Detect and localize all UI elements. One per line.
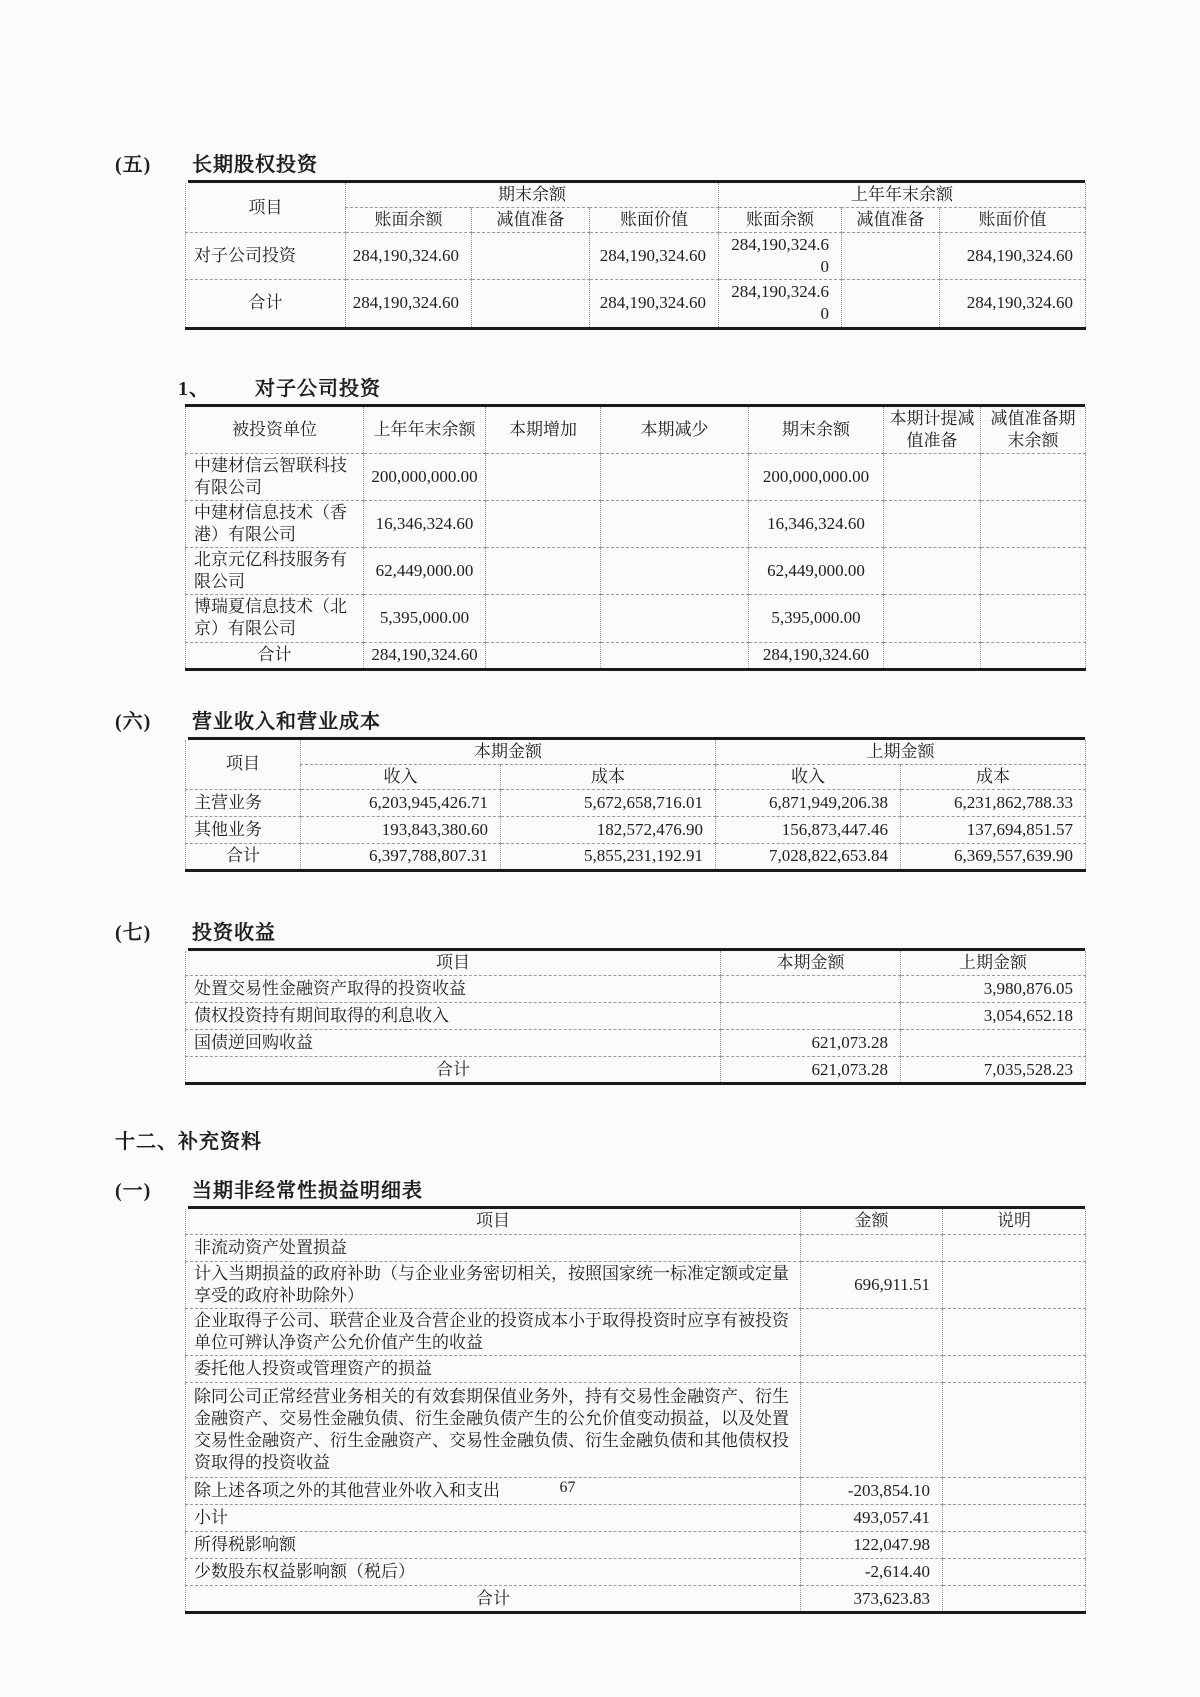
section-long-term-equity xyxy=(115,148,1085,330)
row-label: 除同公司正常经营业务相关的有效套期保值业务外，持有交易性金融资产、衍生金融资产、交易性金融负债、衍生金融负债产生的公允价值变动损益，以及处置交易性金融资产、衍生金融资产、交易性金融负债、衍生金融负债和其他债权投资取得的投资收益 xyxy=(186,1383,801,1478)
cell-value xyxy=(721,976,901,1003)
row-label: 主营业务 xyxy=(186,789,301,816)
table-row xyxy=(186,1532,1086,1559)
long-term-equity-table xyxy=(185,183,1086,330)
col-header: 成本 xyxy=(901,764,1086,789)
cell-value xyxy=(981,595,1086,642)
section-heading xyxy=(115,705,1085,734)
cell-value: 182,572,476.90 xyxy=(501,816,716,843)
cell-value: 200,000,000.00 xyxy=(364,453,486,500)
col-group-prior-year-balance: 上年年末余额 xyxy=(719,183,1086,208)
col-header: 减值准备 xyxy=(472,208,590,233)
row-label: 除上述各项之外的其他营业外收入和支出 xyxy=(186,1478,801,1505)
col-group-prior-period: 上期金额 xyxy=(716,740,1086,765)
col-header: 账面余额 xyxy=(346,208,472,233)
cell-value: 7,028,822,653.84 xyxy=(716,843,901,870)
cell-value xyxy=(981,453,1086,500)
section-number: 1、 xyxy=(178,377,210,400)
cell-value xyxy=(943,1261,1086,1308)
section-supplementary-info xyxy=(115,1125,1085,1154)
row-label: 债权投资持有期间取得的利息收入 xyxy=(186,1003,721,1030)
col-header: 收入 xyxy=(716,764,901,789)
cell-value xyxy=(943,1383,1086,1478)
cell-value: 284,190,324.60 xyxy=(346,233,472,280)
cell-value: 5,855,231,192.91 xyxy=(501,843,716,870)
cell-value xyxy=(486,500,601,547)
col-group-current-period: 本期金额 xyxy=(301,740,716,765)
cell-value xyxy=(801,1234,943,1261)
cell-value: 3,054,652.18 xyxy=(901,1003,1086,1030)
cell-value: 5,395,000.00 xyxy=(749,595,884,642)
cell-value xyxy=(884,595,981,642)
row-label: 小计 xyxy=(186,1505,801,1532)
cell-value: 284,190,324.60 xyxy=(590,233,719,280)
section-subsidiary-investment xyxy=(115,372,1085,671)
cell-value: 284,190,324.60 xyxy=(940,280,1086,328)
cell-value: 284,190,324.60 xyxy=(749,642,884,669)
col-header: 成本 xyxy=(501,764,716,789)
cell-value: 493,057.41 xyxy=(801,1505,943,1532)
cell-value: 284,190,324.60 xyxy=(364,642,486,669)
cell-value xyxy=(601,642,749,669)
row-label: 合计 xyxy=(186,1057,721,1084)
col-header: 本期减少 xyxy=(601,407,749,454)
col-header: 减值准备期末余额 xyxy=(981,407,1086,454)
cell-value: 7,035,528.23 xyxy=(901,1057,1086,1084)
col-header: 上期金额 xyxy=(901,951,1086,976)
cell-value xyxy=(801,1308,943,1355)
section-number: (六) xyxy=(115,710,152,733)
cell-value: 16,346,324.60 xyxy=(364,500,486,547)
cell-value xyxy=(486,453,601,500)
row-label: 其他业务 xyxy=(186,816,301,843)
table-row xyxy=(186,1356,1086,1383)
cell-value xyxy=(472,280,590,328)
cell-value: 6,397,788,807.31 xyxy=(301,843,501,870)
row-label: 中建材信云智联科技有限公司 xyxy=(186,453,364,500)
col-header: 本期计提减值准备 xyxy=(884,407,981,454)
section-investment-income xyxy=(115,916,1085,1086)
table-row xyxy=(186,1261,1086,1308)
cell-value xyxy=(601,500,749,547)
col-header-investee: 被投资单位 xyxy=(186,407,364,454)
section-non-recurring-items xyxy=(115,1174,1085,1614)
section-heading xyxy=(115,1174,1085,1203)
cell-value: 16,346,324.60 xyxy=(749,500,884,547)
row-label: 计入当期损益的政府补助（与企业业务密切相关，按照国家统一标准定额或定量享受的政府补助除外） xyxy=(186,1261,801,1308)
cell-value: 6,203,945,426.71 xyxy=(301,789,501,816)
row-label: 国债逆回购收益 xyxy=(186,1030,721,1057)
table-row xyxy=(186,1505,1086,1532)
row-label: 合计 xyxy=(186,642,364,669)
cell-value: 284,190,324.60 xyxy=(590,280,719,328)
section-heading xyxy=(178,372,1085,401)
table-row xyxy=(186,1559,1086,1586)
non-recurring-items-table xyxy=(185,1209,1086,1614)
subsidiary-investment-table xyxy=(185,407,1086,671)
cell-value xyxy=(943,1559,1086,1586)
col-header: 收入 xyxy=(301,764,501,789)
cell-value xyxy=(601,548,749,595)
cell-value: 621,073.28 xyxy=(721,1057,901,1084)
table-row xyxy=(186,1308,1086,1355)
cell-value xyxy=(884,642,981,669)
row-label: 中建材信息技术（香港）有限公司 xyxy=(186,500,364,547)
cell-value: -203,854.10 xyxy=(801,1478,943,1505)
cell-value xyxy=(943,1532,1086,1559)
row-label: 企业取得子公司、联营企业及合营企业的投资成本小于取得投资时应享有被投资单位可辨认净资产公允价值产生的收益 xyxy=(186,1308,801,1355)
section-number: (一) xyxy=(115,1180,152,1203)
col-header-item: 项目 xyxy=(186,183,346,233)
section-title: 补充资料 xyxy=(178,1131,262,1154)
col-header: 减值准备 xyxy=(842,208,940,233)
cell-value: 156,873,447.46 xyxy=(716,816,901,843)
cell-value: 193,843,380.60 xyxy=(301,816,501,843)
cell-value xyxy=(601,453,749,500)
page-number: 67 xyxy=(559,1479,576,1496)
cell-value: 284,190,324.60 xyxy=(719,233,842,280)
cell-value xyxy=(884,548,981,595)
section-heading xyxy=(115,1125,1085,1154)
col-header-item: 项目 xyxy=(186,1209,801,1234)
cell-value: 284,190,324.60 xyxy=(940,233,1086,280)
cell-value: 284,190,324.60 xyxy=(346,280,472,328)
cell-value xyxy=(472,233,590,280)
row-label: 合计 xyxy=(186,843,301,870)
col-header-item: 项目 xyxy=(186,951,721,976)
section-number: (七) xyxy=(115,921,152,944)
table-row xyxy=(186,976,1086,1003)
table-total-row xyxy=(186,843,1086,870)
table-row xyxy=(186,1383,1086,1478)
col-header: 本期增加 xyxy=(486,407,601,454)
cell-value xyxy=(943,1356,1086,1383)
cell-value: 696,911.51 xyxy=(801,1261,943,1308)
section-title: 对子公司投资 xyxy=(255,377,381,400)
row-label: 少数股东权益影响额（税后） xyxy=(186,1559,801,1586)
revenue-cost-table xyxy=(185,740,1086,872)
row-label: 博瑞夏信息技术（北京）有限公司 xyxy=(186,595,364,642)
row-label: 合计 xyxy=(186,280,346,328)
row-label: 对子公司投资 xyxy=(186,233,346,280)
cell-value: 3,980,876.05 xyxy=(901,976,1086,1003)
cell-value xyxy=(901,1030,1086,1057)
table-total-row xyxy=(186,642,1086,669)
section-title: 投资收益 xyxy=(192,921,276,944)
col-header: 说明 xyxy=(943,1209,1086,1234)
cell-value xyxy=(721,1003,901,1030)
row-label: 非流动资产处置损益 xyxy=(186,1234,801,1261)
section-title: 营业收入和营业成本 xyxy=(192,710,381,733)
cell-value xyxy=(943,1234,1086,1261)
col-header: 账面价值 xyxy=(940,208,1086,233)
cell-value: 373,623.83 xyxy=(801,1586,943,1613)
table-row xyxy=(186,548,1086,595)
table-total-row xyxy=(186,1586,1086,1613)
row-label: 处置交易性金融资产取得的投资收益 xyxy=(186,976,721,1003)
row-label: 委托他人投资或管理资产的损益 xyxy=(186,1356,801,1383)
cell-value xyxy=(943,1505,1086,1532)
col-header: 本期金额 xyxy=(721,951,901,976)
cell-value xyxy=(981,500,1086,547)
row-label: 合计 xyxy=(186,1586,801,1613)
section-revenue-cost xyxy=(115,705,1085,872)
cell-value xyxy=(801,1356,943,1383)
cell-value xyxy=(842,280,940,328)
col-header: 账面余额 xyxy=(719,208,842,233)
table-total-row xyxy=(186,1057,1086,1084)
cell-value xyxy=(842,233,940,280)
cell-value xyxy=(486,548,601,595)
cell-value: 6,231,862,788.33 xyxy=(901,789,1086,816)
col-header: 账面价值 xyxy=(590,208,719,233)
cell-value: 62,449,000.00 xyxy=(364,548,486,595)
col-header: 期末余额 xyxy=(749,407,884,454)
cell-value xyxy=(981,642,1086,669)
section-number: 十二、 xyxy=(115,1131,178,1154)
cell-value: 5,395,000.00 xyxy=(364,595,486,642)
cell-value xyxy=(801,1383,943,1478)
table-row xyxy=(186,789,1086,816)
cell-value: -2,614.40 xyxy=(801,1559,943,1586)
col-header: 金额 xyxy=(801,1209,943,1234)
cell-value: 6,871,949,206.38 xyxy=(716,789,901,816)
table-total-row xyxy=(186,280,1086,328)
table-row xyxy=(186,1003,1086,1030)
cell-value: 621,073.28 xyxy=(721,1030,901,1057)
row-label: 所得税影响额 xyxy=(186,1532,801,1559)
cell-value: 5,672,658,716.01 xyxy=(501,789,716,816)
col-header-item: 项目 xyxy=(186,740,301,790)
cell-value: 122,047.98 xyxy=(801,1532,943,1559)
cell-value xyxy=(943,1308,1086,1355)
cell-value xyxy=(486,642,601,669)
table-row xyxy=(186,1234,1086,1261)
section-title: 当期非经常性损益明细表 xyxy=(192,1180,423,1203)
row-label: 北京元亿科技服务有限公司 xyxy=(186,548,364,595)
table-row xyxy=(186,233,1086,280)
cell-value xyxy=(486,595,601,642)
cell-value: 6,369,557,639.90 xyxy=(901,843,1086,870)
table-row xyxy=(186,453,1086,500)
section-heading xyxy=(115,148,1085,177)
cell-value xyxy=(601,595,749,642)
cell-value xyxy=(943,1586,1086,1613)
cell-value xyxy=(884,453,981,500)
cell-value xyxy=(884,500,981,547)
section-heading xyxy=(115,916,1085,945)
section-title: 长期股权投资 xyxy=(192,154,318,176)
table-row xyxy=(186,500,1086,547)
cell-value: 137,694,851.57 xyxy=(901,816,1086,843)
cell-value: 200,000,000.00 xyxy=(749,453,884,500)
table-row xyxy=(186,1030,1086,1057)
cell-value: 284,190,324.60 xyxy=(719,280,842,328)
section-number: (五) xyxy=(115,154,152,176)
table-row xyxy=(186,816,1086,843)
col-header: 上年年末余额 xyxy=(364,407,486,454)
cell-value: 62,449,000.00 xyxy=(749,548,884,595)
investment-income-table xyxy=(185,951,1086,1086)
col-group-ending-balance: 期末余额 xyxy=(346,183,719,208)
table-row xyxy=(186,595,1086,642)
cell-value xyxy=(981,548,1086,595)
